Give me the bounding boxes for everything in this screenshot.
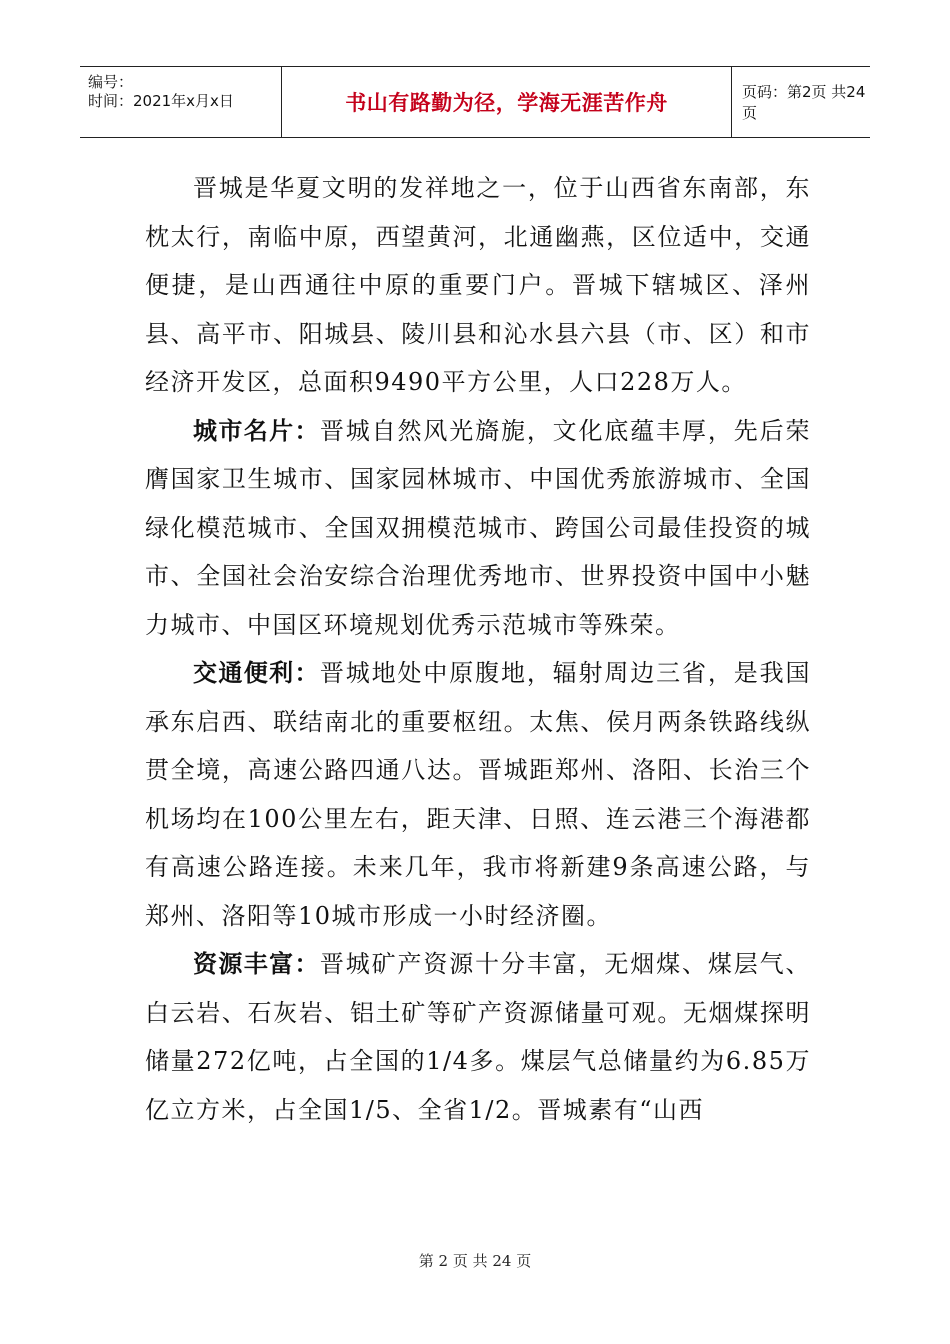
time-label: 时间：2021年x月x日 [88,92,234,110]
page-footer: 第 2 页 共 24 页 [418,1252,532,1270]
motto-text: 书山有路勤为径，学海无涯苦作舟 [345,91,668,115]
paragraph-text: 晋城地处中原腹地，辐射周边三省，是我国承东启西、联结南北的重要枢纽。太焦、侯月两条铁路线纵贯全境，高速公路四通八达。晋城距郑州、洛阳、长治三个机场均在100公里左右，距天津、日照、连云港三个海港都有高速公路连接。未来几年，我市将新建9条高速公路，与郑州、洛阳等10城市形成一小时经济圈。 [145,659,812,930]
paragraph-transport [145,649,811,940]
header-meta-cell [80,67,282,137]
paragraph-intro [145,164,811,407]
paragraph-resources [145,940,811,1134]
paragraph-heading: 城市名片： [193,416,320,445]
page-code: 页码：第2页 共24页 [742,83,866,122]
header-page-cell [732,67,870,137]
number-label: 编号： [88,73,134,91]
paragraph-text: 晋城是华夏文明的发祥地之一，位于山西省东南部，东枕太行，南临中原，西望黄河，北通幽燕，区位适中，交通便捷，是山西通往中原的重要门户。晋城下辖城区、泽州县、高平市、阳城县、陵川县和沁水县六县（市、区）和市经济开发区，总面积9490平方公里，人口228万人。 [145,174,811,396]
paragraph-text: 晋城矿产资源十分丰富，无烟煤、煤层气、白云岩、石灰岩、铝土矿等矿产资源储量可观。无烟煤探明储量272亿吨，占全国的1/4多。煤层气总储量约为6.85万亿立方米，占全国1/5、全省1/2。晋城素有“山西 [145,950,812,1124]
paragraph-heading: 资源丰富： [193,950,320,978]
header-motto-cell [282,67,732,137]
paragraph-text: 晋城自然风光旖旎，文化底蕴丰厚，先后荣膺国家卫生城市、国家园林城市、中国优秀旅游城市、全国绿化模范城市、全国双拥模范城市、跨国公司最佳投资的城市、全国社会治安综合治理优秀地市、世界投资中国中小魅力城市、中国区环境规划优秀示范城市等殊荣。 [145,416,812,639]
paragraph-city-card [145,407,811,650]
document-header [80,66,870,138]
document-body [145,164,811,1134]
paragraph-heading: 交通便利： [193,659,320,687]
